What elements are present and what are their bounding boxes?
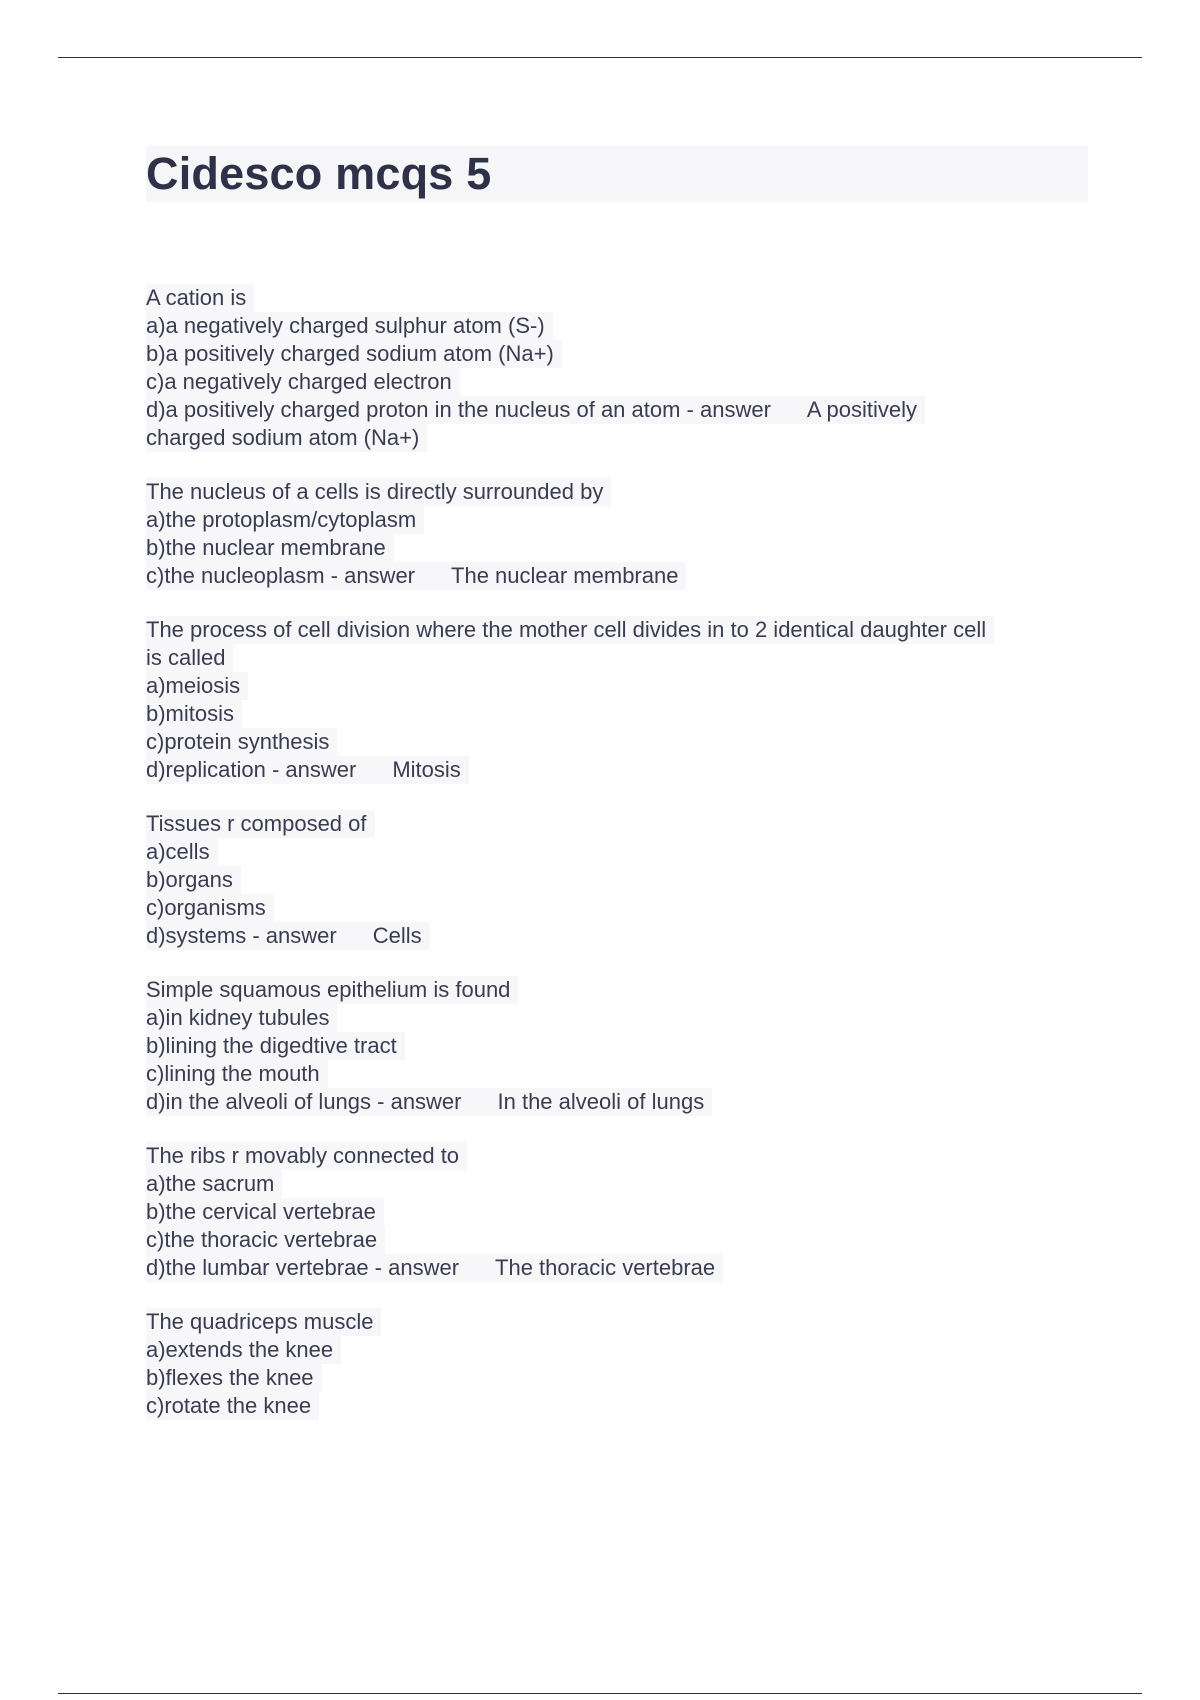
option: a)the sacrum: [146, 1170, 282, 1198]
option-with-answer: d)in the alveoli of lungs - answer: [146, 1089, 462, 1114]
option: b)a positively charged sodium atom (Na+): [146, 340, 562, 368]
option: c)protein synthesis: [146, 728, 337, 756]
option-with-answer: c)the nucleoplasm - answer: [146, 563, 416, 588]
option: b)lining the digedtive tract: [146, 1032, 405, 1060]
top-rule: [58, 57, 1142, 58]
answer-text: Mitosis: [392, 757, 461, 782]
question-block: [146, 478, 1096, 590]
question-block: [146, 976, 1096, 1116]
bottom-rule: [58, 1693, 1142, 1694]
option: c)lining the mouth: [146, 1060, 328, 1088]
option: c)rotate the knee: [146, 1392, 319, 1420]
option-with-answer: d)systems - answer: [146, 923, 337, 948]
question-stem: Simple squamous epithelium is found: [146, 976, 518, 1004]
option-with-answer: d)a positively charged proton in the nucleus of an atom - answer: [146, 397, 771, 422]
answer-text: The thoracic vertebrae: [495, 1255, 716, 1280]
option-with-answer: d)the lumbar vertebrae - answer: [146, 1255, 460, 1280]
option: b)the cervical vertebrae: [146, 1198, 384, 1226]
option: a)a negatively charged sulphur atom (S-): [146, 312, 553, 340]
option: b)mitosis: [146, 700, 242, 728]
option: a)cells: [146, 838, 218, 866]
answer-text: A positively: [806, 397, 917, 422]
question-stem: A cation is: [146, 284, 254, 312]
option: a)meiosis: [146, 672, 248, 700]
question-stem: The process of cell division where the mother cell divides in to 2 identical daughter cell: [146, 616, 994, 644]
option: b)organs: [146, 866, 241, 894]
option: c)a negatively charged electron: [146, 368, 460, 396]
question-list: [146, 284, 1096, 1446]
option: a)in kidney tubules: [146, 1004, 337, 1032]
question-block: [146, 284, 1096, 452]
option: b)the nuclear membrane: [146, 534, 394, 562]
question-stem: The nucleus of a cells is directly surrounded by: [146, 478, 611, 506]
question-block: [146, 1142, 1096, 1282]
option: b)flexes the knee: [146, 1364, 322, 1392]
answer-text: Cells: [372, 923, 422, 948]
question-stem: The ribs r movably connected to: [146, 1142, 467, 1170]
answer-text: The nuclear membrane: [451, 563, 679, 588]
document-title: Cidesco mcqs 5: [146, 148, 492, 199]
title-block: [146, 146, 1088, 202]
answer-text-continued: charged sodium atom (Na+): [146, 424, 427, 452]
option-with-answer: d)replication - answer: [146, 757, 357, 782]
question-block: [146, 1308, 1096, 1420]
option: a)extends the knee: [146, 1336, 341, 1364]
option: c)organisms: [146, 894, 274, 922]
answer-text: In the alveoli of lungs: [497, 1089, 705, 1114]
question-block: [146, 810, 1096, 950]
question-stem: Tissues r composed of: [146, 810, 375, 838]
option: c)the thoracic vertebrae: [146, 1226, 385, 1254]
question-stem-continued: is called: [146, 644, 233, 672]
question-stem: The quadriceps muscle: [146, 1308, 381, 1336]
option: a)the protoplasm/cytoplasm: [146, 506, 424, 534]
question-block: [146, 616, 1096, 784]
